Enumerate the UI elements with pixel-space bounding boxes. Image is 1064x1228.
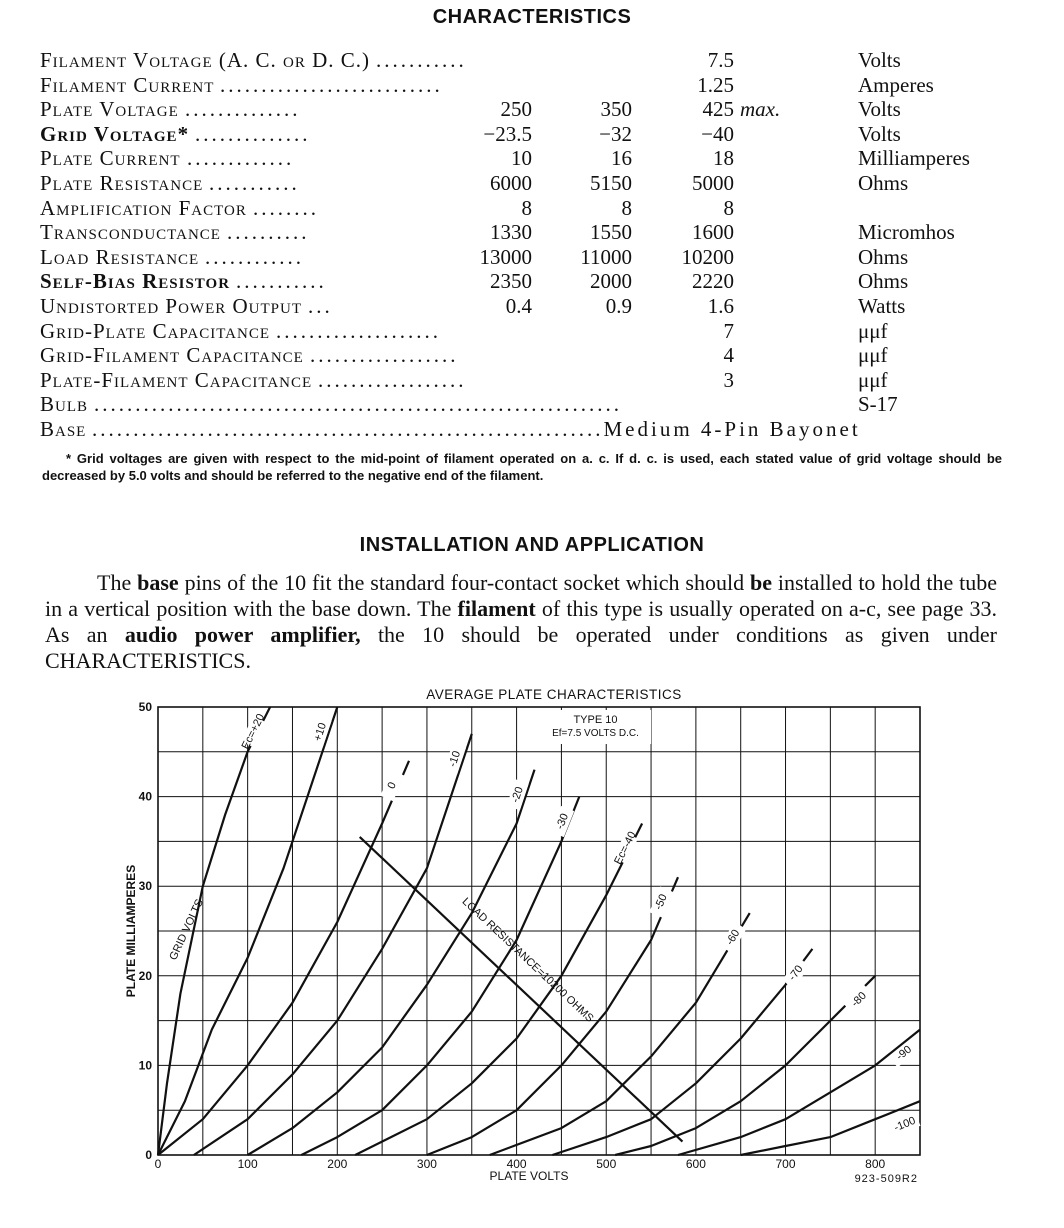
row-label: Plate Resistance bbox=[40, 171, 204, 195]
row-value-3: 10200 bbox=[681, 244, 734, 269]
row-value-3: 18 bbox=[713, 146, 734, 171]
row-label: Self-Bias Resistor bbox=[40, 269, 231, 294]
x-tick-label: 0 bbox=[154, 1157, 162, 1171]
row-value-3: 7.5 bbox=[707, 48, 734, 72]
characteristics-row bbox=[0, 73, 1064, 98]
para-text-3: installed to hold the tube in a vertical position with the base down. The bbox=[45, 570, 997, 621]
row-value-1: 13000 bbox=[479, 244, 532, 269]
row-leader-dots: ........... bbox=[209, 171, 300, 195]
y-tick-label: 20 bbox=[138, 968, 152, 983]
row-max-note: max. bbox=[740, 97, 781, 122]
row-label: Load Resistance bbox=[40, 244, 200, 269]
row-value-2: 1550 bbox=[590, 220, 632, 245]
row-unit: Volts bbox=[858, 121, 901, 146]
x-tick-label: 200 bbox=[327, 1157, 348, 1171]
curve-label: -60 bbox=[723, 927, 743, 948]
row-unit: μμf bbox=[858, 318, 888, 343]
row-value-1: 8 bbox=[521, 195, 532, 220]
row-value-1: 2350 bbox=[490, 269, 532, 294]
row-value-3: 425 bbox=[702, 97, 734, 122]
row-leader-dots: .............. bbox=[195, 121, 311, 146]
row-value-3: 7 bbox=[723, 318, 734, 343]
x-tick-label: 300 bbox=[416, 1157, 437, 1171]
row-value-1: 250 bbox=[500, 97, 532, 122]
curve-label: Ec=+20 bbox=[239, 712, 268, 752]
row-label: Grid-Filament Capacitance bbox=[40, 343, 304, 368]
chart-title: AVERAGE PLATE CHARACTERISTICS bbox=[426, 687, 682, 702]
row-unit: Milliamperes bbox=[858, 146, 970, 171]
characteristics-row bbox=[0, 220, 1064, 245]
row-label: Base bbox=[40, 417, 87, 441]
row-value-2: 350 bbox=[600, 97, 632, 122]
row-value-2: 0.9 bbox=[605, 294, 632, 318]
para-text-4: of this type is usually operated on a-c, see page 33. As an bbox=[45, 596, 998, 647]
x-tick-label: 700 bbox=[775, 1157, 796, 1171]
row-label: Grid-Plate Capacitance bbox=[40, 318, 271, 343]
plate-curve bbox=[678, 1030, 920, 1155]
characteristics-row bbox=[0, 122, 1064, 147]
characteristics-row bbox=[0, 319, 1064, 344]
row-unit: Micromhos bbox=[858, 220, 955, 245]
row-unit: μμf bbox=[858, 367, 888, 392]
curve-label: -80 bbox=[849, 989, 869, 1010]
row-value-2: −32 bbox=[599, 121, 632, 146]
x-tick-label: 600 bbox=[685, 1157, 706, 1171]
row-label: Grid Voltage* bbox=[40, 121, 190, 146]
characteristics-row bbox=[0, 294, 1064, 319]
row-value-3: 1.6 bbox=[707, 294, 734, 318]
row-leader-dots: .............. bbox=[185, 97, 301, 122]
row-label: Undistorted Power Output bbox=[40, 294, 302, 318]
row-value-2: 16 bbox=[611, 146, 632, 171]
row-leader-dots: ........... bbox=[376, 48, 467, 72]
plate-curve bbox=[427, 877, 678, 1155]
y-tick-label: 40 bbox=[138, 789, 152, 804]
characteristics-row bbox=[0, 343, 1064, 368]
row-leader-dots: .................. bbox=[310, 343, 459, 368]
row-value-3: 8 bbox=[723, 195, 734, 220]
row-value-1: 10 bbox=[511, 146, 532, 171]
para-be: be bbox=[749, 570, 772, 595]
y-axis-label: PLATE MILLIAMPERES bbox=[124, 864, 138, 998]
row-value-3: −40 bbox=[701, 121, 734, 146]
load-line bbox=[360, 837, 683, 1142]
characteristics-row bbox=[0, 48, 1064, 73]
row-value-2: 5150 bbox=[590, 171, 632, 195]
para-text-1: The bbox=[97, 570, 138, 595]
characteristics-row bbox=[0, 245, 1064, 270]
curve-label: 0 bbox=[385, 780, 399, 791]
characteristics-heading: CHARACTERISTICS bbox=[432, 6, 632, 28]
characteristics-row bbox=[0, 171, 1064, 196]
row-leader-dots: ................................................................ bbox=[94, 392, 622, 417]
row-unit: Volts bbox=[858, 48, 901, 72]
curve-label: -90 bbox=[894, 1043, 915, 1063]
load-line-label: LOAD RESISTANCE=10200 OHMS bbox=[459, 895, 596, 1025]
row-leader-dots: ........ bbox=[253, 195, 319, 220]
curve-label: +10 bbox=[311, 721, 330, 743]
curve-label: -20 bbox=[509, 785, 526, 805]
grid-volts-label: GRID VOLTS bbox=[167, 897, 207, 963]
row-unit: Ohms bbox=[858, 171, 909, 195]
characteristics-row bbox=[0, 392, 1064, 417]
x-axis-label: PLATE VOLTS bbox=[489, 1169, 569, 1183]
row-value-3: 3 bbox=[723, 367, 734, 392]
row-leader-dots: .................. bbox=[318, 367, 467, 392]
row-value-3: 2220 bbox=[692, 269, 734, 294]
row-leader-dots: ............. bbox=[187, 146, 295, 171]
chart-subtitle-filament: Ef=7.5 VOLTS D.C. bbox=[552, 728, 639, 739]
y-tick-label: 30 bbox=[138, 879, 152, 894]
x-tick-label: 400 bbox=[506, 1157, 527, 1171]
row-unit: μμf bbox=[858, 343, 888, 368]
x-tick-label: 500 bbox=[596, 1157, 617, 1171]
row-unit: Amperes bbox=[858, 72, 934, 97]
row-value-1: 6000 bbox=[490, 171, 532, 195]
y-tick-label: 0 bbox=[145, 1148, 152, 1162]
characteristics-row bbox=[0, 146, 1064, 171]
installation-paragraph bbox=[45, 570, 997, 674]
x-tick-label: 800 bbox=[865, 1157, 886, 1171]
row-label: Amplification Factor bbox=[40, 195, 247, 220]
row-leader-dots: ........................... bbox=[220, 72, 443, 97]
row-value-2: 8 bbox=[621, 195, 632, 220]
para-filament: filament bbox=[457, 596, 536, 621]
row-unit: Volts bbox=[858, 97, 901, 122]
characteristics-row bbox=[0, 417, 1064, 442]
plate-curve bbox=[158, 761, 409, 1155]
row-unit: S-17 bbox=[858, 392, 898, 417]
row-leader-dots: ............ bbox=[205, 244, 304, 269]
row-label: Transconductance bbox=[40, 220, 221, 245]
plate-characteristics-chart bbox=[110, 680, 940, 1200]
curve-label: -70 bbox=[786, 963, 806, 984]
row-value-3: 1.25 bbox=[697, 72, 734, 97]
row-leader-dots: ..............................................................Medium 4-Pin Bayonet bbox=[92, 417, 861, 441]
curve-label: -100 bbox=[892, 1114, 918, 1135]
figure-id: 923-509R2 bbox=[854, 1173, 918, 1185]
row-value-1: 1330 bbox=[490, 220, 532, 245]
curve-label: Ec=-40 bbox=[612, 829, 639, 867]
y-tick-label: 10 bbox=[138, 1058, 152, 1073]
row-leader-dots: .................... bbox=[276, 318, 441, 343]
row-label: Filament Current bbox=[40, 72, 215, 97]
row-label: Plate-Filament Capacitance bbox=[40, 367, 313, 392]
row-label: Bulb bbox=[40, 392, 89, 417]
curve-label: -50 bbox=[652, 892, 670, 912]
row-unit: Ohms bbox=[858, 244, 909, 269]
para-text-2: pins of the 10 fit the standard four-contact socket which should bbox=[178, 570, 750, 595]
row-value-3: 4 bbox=[723, 343, 734, 368]
row-value-2: 11000 bbox=[580, 244, 632, 269]
para-text-5: the 10 should be operated under conditions as given under CHARACTERISTICS. bbox=[45, 622, 997, 673]
installation-heading: INSTALLATION AND APPLICATION bbox=[359, 534, 705, 556]
para-base: base bbox=[137, 570, 179, 595]
characteristics-row bbox=[0, 269, 1064, 294]
row-value-1: 0.4 bbox=[505, 294, 532, 318]
row-value-3: 5000 bbox=[692, 171, 734, 195]
row-label: Plate Current bbox=[40, 146, 181, 171]
row-leader-dots: .......... bbox=[227, 220, 310, 245]
grid-voltage-footnote: * Grid voltages are given with respect to the mid-point of filament operated on a. c. If d. c. is used, each stated value of grid voltage should be decreased by 5.0 volts and should be referred to the negative end of the filament. bbox=[42, 451, 1002, 483]
row-leader-dots: ... bbox=[308, 294, 333, 318]
x-tick-label: 100 bbox=[237, 1157, 258, 1171]
row-leader-dots: ........... bbox=[236, 269, 327, 294]
row-value-2: 2000 bbox=[590, 269, 632, 294]
characteristics-row bbox=[0, 196, 1064, 221]
chart-subtitle-type: TYPE 10 bbox=[573, 714, 618, 726]
row-label: Plate Voltage bbox=[40, 97, 179, 122]
characteristics-row bbox=[0, 97, 1064, 122]
para-audio-power-amplifier: audio power amplifier, bbox=[124, 622, 361, 647]
row-value-1: −23.5 bbox=[483, 121, 532, 146]
curve-label: -30 bbox=[554, 811, 572, 832]
row-label: Filament Voltage (A. C. or D. C.) bbox=[40, 48, 371, 72]
curve-label: -10 bbox=[446, 749, 464, 769]
row-value-3: 1600 bbox=[692, 220, 734, 245]
y-tick-label: 50 bbox=[138, 700, 152, 714]
row-unit: Ohms bbox=[858, 269, 909, 294]
row-unit: Watts bbox=[858, 294, 906, 318]
characteristics-row bbox=[0, 368, 1064, 393]
